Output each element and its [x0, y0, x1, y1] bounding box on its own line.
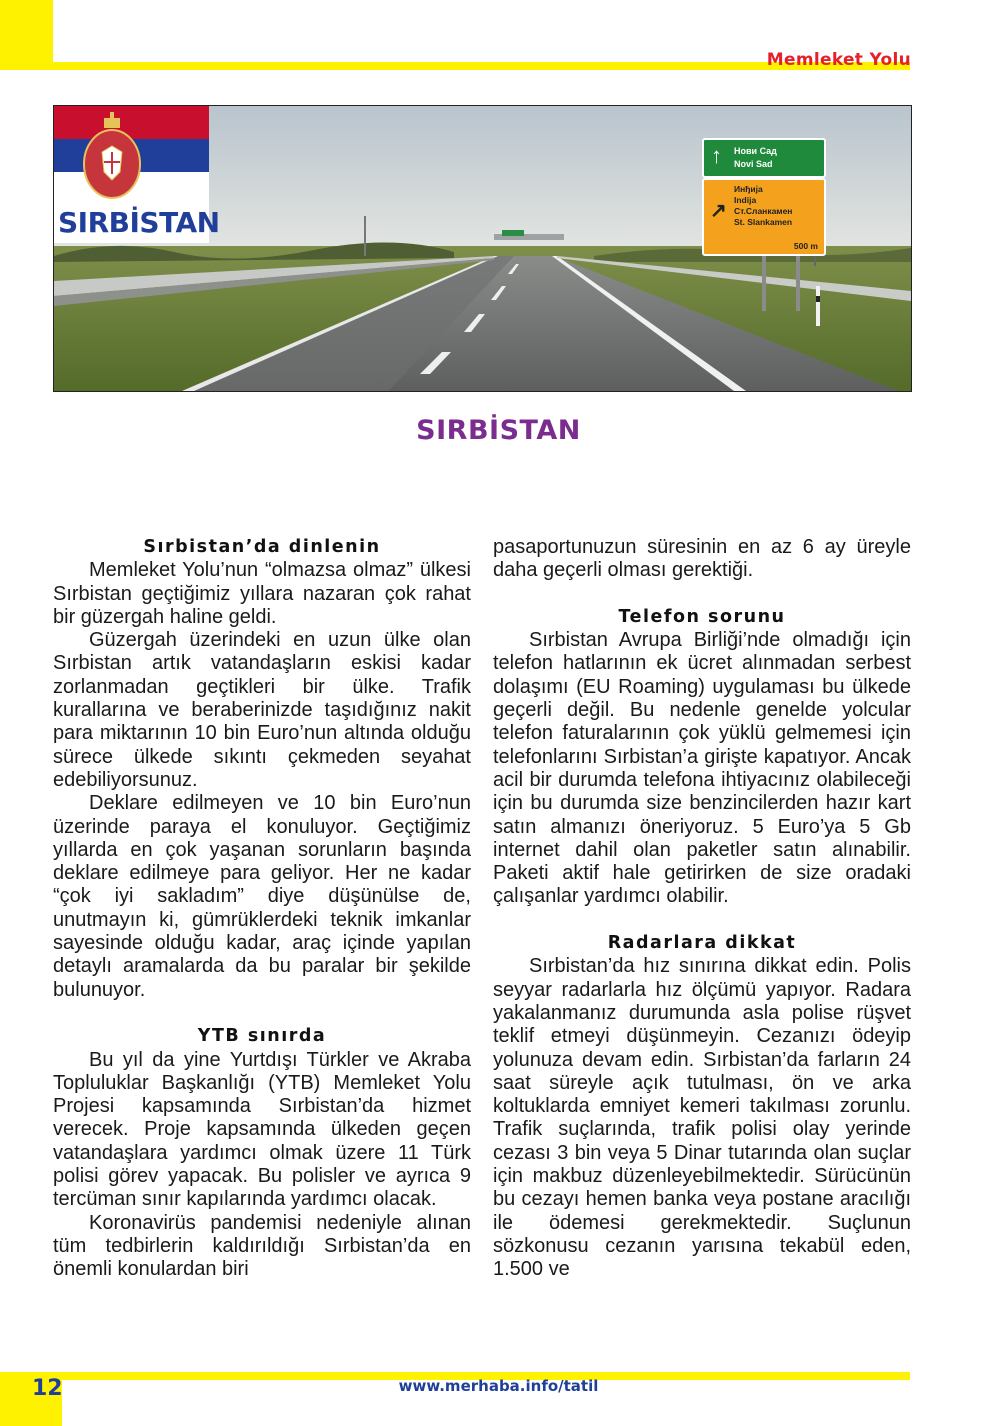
article-column-right [493, 536, 911, 1282]
footer-url: www.merhaba.info/tatil [398, 1377, 599, 1395]
section-heading: Telefon sorunu [618, 606, 786, 627]
arrow-up-icon: ↑ [711, 143, 722, 168]
sign-orange-line2: Indija [734, 195, 757, 205]
paragraph: Deklare edilmeyen ve 10 bin Euro’nun üzerinde paraya el konuluyor. Geçtiğimiz yıllarda en çok yaşanan sorunların başında deklare edilmeye para geliyor. Her ne kadar “çok iyi sakladım” diye düşünülse de, unutmayın ki, gümrüklerdeki teknik imkanlar sayesinde olduğu kadar, araç içinde yapılan detaylı aramalarda da bu paralar bir şekilde bulunuyor. [53, 792, 471, 1001]
section-heading: Sırbistan’da dinlenin [143, 537, 381, 557]
sign-orange-line4: St. Slankamen [734, 217, 793, 227]
yellow-corner-top [0, 0, 53, 62]
sign-green-line2: Novi Sad [734, 159, 773, 169]
paragraph: Bu yıl da yine Yurtdışı Türkler ve Akraba Topluluklar Başkanlığı (YTB) Memleket Yolu Projesi kapsamında Sırbistan’da hizmet verecek. Proje kapsamında ülkeden geçen vatandaşlara yardımcı olmak üzere 11 Türk polisi görev yapacak. Bu polisler ve ayrıca 9 tercüman sınır kapılarında yardımcı olacak. [53, 1048, 471, 1211]
paragraph: Sırbistan Avrupa Birliği’nde olmadığı için telefon hatlarının ek ücret alınmadan serbest dolaşımı (EU Roaming) uygulaması bu ülkede geçerli değil. Bu nedenle genelde yolcular telefon faturalarının çok yüklü gelmemesi için telefonlarını Sırbistan’a girişte kapatıyor. Ancak acil bir durumda telefona ihtiyacınız olabileceği için bu durumda size benzincilerden hazır kart satın almanızı öneriyoruz. 5 Euro’ya 5 Gb internet dahil olan paketler satın alınabilir. Paketi aktif hale getirirken de size oradaki çalışanlar yardımcı olabilir. [493, 629, 911, 908]
page-title: SIRBİSTAN [416, 415, 581, 446]
road-sign-orange [702, 178, 826, 256]
paragraph: pasaportunuzun süresinin en az 6 ay üreyle daha geçerli olması gerektiği. [493, 536, 911, 582]
section-heading: YTB sınırda [197, 1026, 327, 1047]
sign-orange-distance: 500 m [793, 241, 818, 251]
header-title: Memleket Yolu [766, 50, 911, 70]
sign-green-line1: Нови Сад [734, 146, 777, 156]
paragraph: Güzergah üzerindeki en uzun ülke olan Sırbistan artık vatandaşların eskisi kadar zorlanmadan geçtikleri bir ülke. Trafik kurallarına ve beraberinizde taşıdığınız nakit para miktarının 10 bin Euro’nun altında olduğu sürece ülkede sıkıntı çekmeden seyahat edebiliyorsunuz. [53, 629, 471, 791]
sign-orange-line3: Ст.Сланкамен [734, 206, 793, 216]
sign-orange-line1: Инђија [734, 184, 763, 194]
flag-country-label: SIRBİSTAN [58, 206, 220, 239]
paragraph: Memleket Yolu’nun “olmazsa olmaz” ülkesi Sırbistan geçtiğimiz yıllara nazaran çok rahat bir güzergah haline geldi. [53, 559, 471, 628]
paragraph: Sırbistan’da hız sınırına dikkat edin. Polis seyyar radarlarla hız ölçümü yapıyor. Radara yakalanmanız durumunda asla polise rüşvet teklif etmeyi düşünmeyin. Cezanızı ödeyip yolunuza devam edin. Sırbistan’da farların 24 saat süreyle açık tutulması, ön ve arka koltuklarda emniyet kemeri takılması zorunlu. Trafik suçlarında, trafik polisi olay yerinde cezası 3 bin veya 5 Dinar tutarında olan suçlar için makbuz düzenleyebilmektedir. Sürücünün bu cezayı hemen banka veya postane aracılığı ile ödemesi gerekmektedir. Suçlunun sözkonusu cezanın yarısına tekabül eden, 1.500 ve [493, 955, 911, 1281]
page-number: 12 [32, 1376, 63, 1401]
road-sign-green [702, 138, 826, 178]
paragraph: Koronavirüs pandemisi nedeniyle alınan tüm tedbirlerin kaldırıldığı Sırbistan’da en önemli konulardan biri [53, 1211, 471, 1281]
section-heading: Radarlara dikkat [607, 933, 797, 954]
header-photo [53, 105, 912, 392]
article-column-left [53, 536, 471, 1282]
arrow-diagonal-icon: ↗ [710, 200, 727, 222]
